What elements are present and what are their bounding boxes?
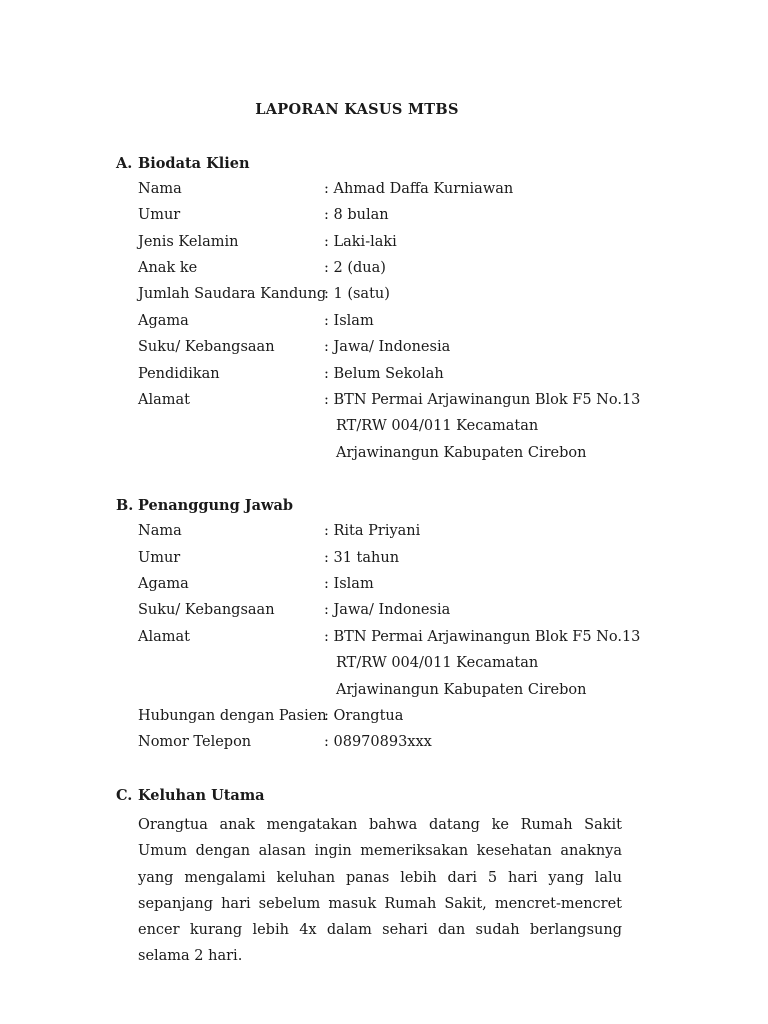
section-b-title: Penanggung Jawab <box>138 497 294 514</box>
section-a-heading <box>116 155 250 172</box>
section-a-letter: A. <box>116 155 133 172</box>
field-label: Hubungan dengan Pasien <box>138 708 327 724</box>
field-label: Agama <box>138 313 189 329</box>
client-address-line-2: RT/RW 004/011 Kecamatan <box>336 418 539 434</box>
field-value: : 31 tahun <box>324 550 400 566</box>
section-c-letter: C. <box>116 787 133 804</box>
field-value: : Ahmad Daffa Kurniawan <box>324 181 514 197</box>
field-value: : Belum Sekolah <box>324 366 444 382</box>
field-label: Nomor Telepon <box>138 734 252 750</box>
section-a-title: Biodata Klien <box>138 155 250 172</box>
field-value: : Jawa/ Indonesia <box>324 602 451 618</box>
field-value: : BTN Permai Arjawinangun Blok F5 No.13 <box>324 392 641 408</box>
field-value: : Islam <box>324 576 374 592</box>
guardian-address-line-2: RT/RW 004/011 Kecamatan <box>336 655 539 671</box>
section-c-title: Keluhan Utama <box>138 787 265 804</box>
section-b-heading <box>116 497 293 514</box>
field-label: Agama <box>138 576 189 592</box>
field-value: : 2 (dua) <box>324 260 386 276</box>
field-value: : 1 (satu) <box>324 286 390 302</box>
field-label: Alamat <box>138 392 190 408</box>
field-value: : 08970893xxx <box>324 734 432 750</box>
chief-complaint-paragraph: Orangtua anak mengatakan bahwa datang ke Rumah Sakit Umum dengan alasan ingin memeriksakan kesehatan anaknya yang mengalami keluhan panas lebih dari 5 hari yang lalu sepanjang hari sebelum masuk Rumah Sakit, mencret-mencret encer kurang lebih 4x dalam sehari dan sudah berlangsung selama 2 hari. <box>138 817 622 965</box>
field-label: Umur <box>138 550 181 566</box>
field-label: Nama <box>138 181 182 197</box>
field-value: : Jawa/ Indonesia <box>324 339 451 355</box>
field-label: Anak ke <box>138 260 198 276</box>
field-label: Jumlah Saudara Kandung <box>138 286 327 302</box>
client-address-line-3: Arjawinangun Kabupaten Cirebon <box>336 445 587 461</box>
guardian-address-line-3: Arjawinangun Kabupaten Cirebon <box>336 682 587 698</box>
field-value: : Islam <box>324 313 374 329</box>
field-label: Nama <box>138 523 182 539</box>
section-c-heading <box>116 787 265 804</box>
section-b-letter: B. <box>116 497 134 514</box>
field-label: Suku/ Kebangsaan <box>138 602 275 618</box>
field-value: : Laki-laki <box>324 234 397 250</box>
field-label: Pendidikan <box>138 366 220 382</box>
field-label: Umur <box>138 207 181 223</box>
field-value: : Orangtua <box>324 708 404 724</box>
field-label: Suku/ Kebangsaan <box>138 339 275 355</box>
field-label: Jenis Kelamin <box>138 234 239 250</box>
field-value: : 8 bulan <box>324 207 389 223</box>
field-value: : BTN Permai Arjawinangun Blok F5 No.13 <box>324 629 641 645</box>
document-title: LAPORAN KASUS MTBS <box>255 101 459 118</box>
field-value: : Rita Priyani <box>324 523 421 539</box>
field-label: Alamat <box>138 629 190 645</box>
